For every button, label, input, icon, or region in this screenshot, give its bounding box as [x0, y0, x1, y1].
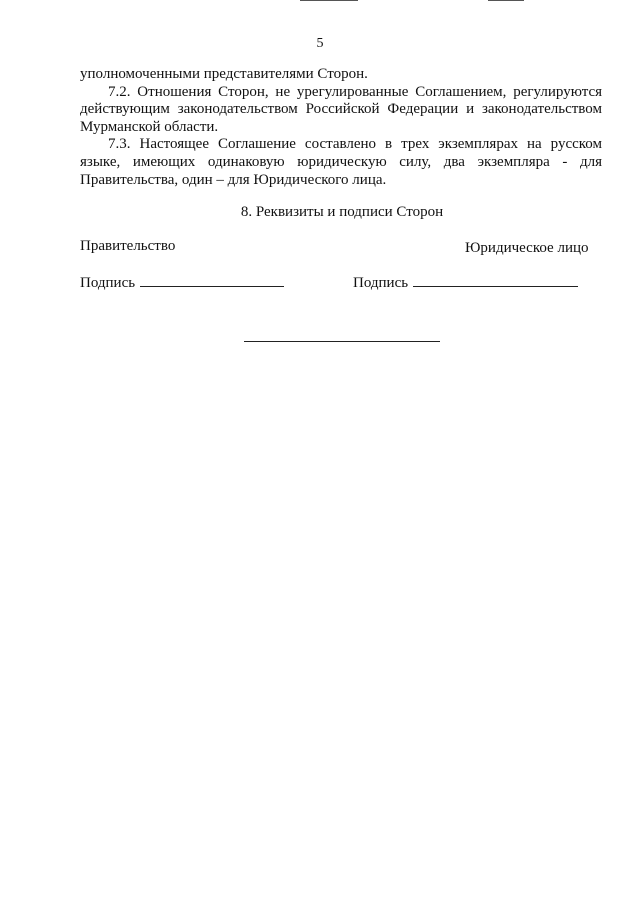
- top-decorative-rule-right: [488, 0, 524, 1]
- paragraph-7-2: 7.2. Отношения Сторон, не урегулированные Соглашением, регулируются действующим законодательством Российской Федерации и законодательством Мурманской области.: [80, 83, 602, 135]
- legal-entity-signature-block: [353, 274, 578, 292]
- page-number: 5: [316, 36, 324, 51]
- legal-entity-signature-line: [413, 274, 578, 287]
- top-decorative-rule-left: [300, 0, 358, 1]
- legal-entity-signature-label: Подпись: [353, 275, 409, 291]
- section-8-heading: 8. Реквизиты и подписи Сторон: [240, 204, 444, 220]
- government-signature-label: Подпись: [80, 275, 136, 291]
- government-signature-block: [80, 274, 284, 292]
- agreement-body-text: [80, 66, 602, 189]
- document-end-rule: [244, 341, 440, 342]
- party-government-label: Правительство: [80, 238, 176, 254]
- government-signature-line: [140, 274, 284, 287]
- paragraph-7-3: 7.3. Настоящее Соглашение составлено в трех экземплярах на русском языке, имеющих одинаковую юридическую силу, два экземпляра - для Правительства, один – для Юридического лица.: [80, 136, 602, 188]
- party-legal-entity-label: Юридическое лицо: [465, 240, 589, 256]
- paragraph-continuation: уполномоченными представителями Сторон.: [80, 66, 368, 82]
